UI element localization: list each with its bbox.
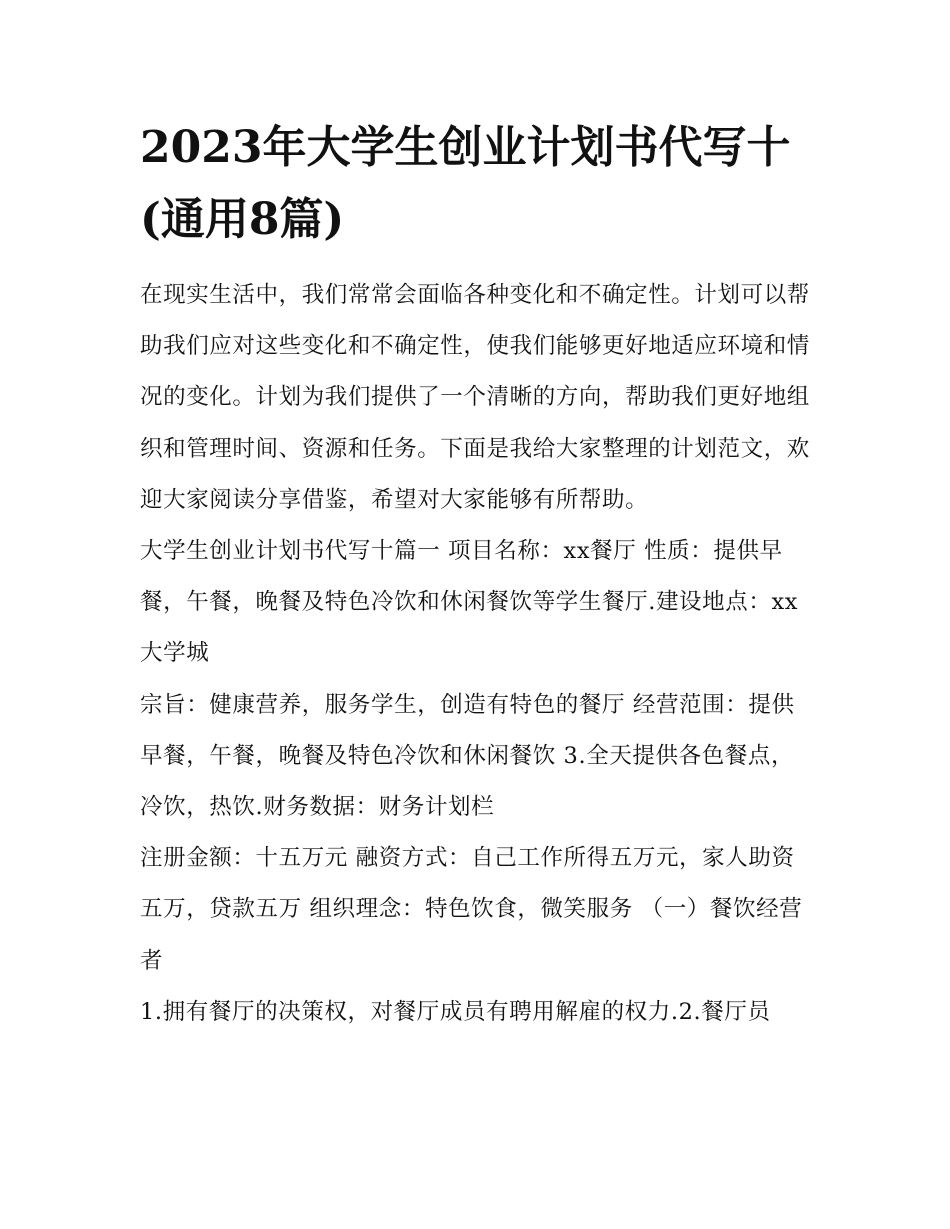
intro-paragraph: 在现实生活中，我们常常会面临各种变化和不确定性。计划可以帮助我们应对这些变化和不确定性，使我们能够更好地适应环境和情况的变化。计划为我们提供了一个清晰的方向，帮助我们更好地组织和管理时间、资源和任务。下面是我给大家整理的计划范文，欢迎大家阅读分享借鉴，希望对大家能够有所帮助。 [140,282,810,513]
project-info-paragraph: 大学生创业计划书代写十篇一 项目名称：xx餐厅 性质：提供早餐，午餐，晚餐及特色冷饮和休闲餐饮等学生餐厅.建设地点：xx大学城 [140,538,799,667]
document-page [140,112,812,1038]
financing-paragraph: 注册金额：十五万元 融资方式：自己工作所得五万元，家人助资五万，贷款五万 组织理念：特色饮食，微笑服务 （一）餐饮经营者 [140,845,803,974]
document-title: 2023年大学生创业计划书代写十(通用8篇) [140,122,791,245]
business-scope-paragraph: 宗旨：健康营养，服务学生，创造有特色的餐厅 经营范围：提供早餐，午餐，晚餐及特色冷饮和休闲餐饮 3.全天提供各色餐点，冷饮，热饮.财务数据：财务计划栏 [140,691,795,821]
operator-duties-paragraph: 1.拥有餐厅的决策权，对餐厅成员有聘用解雇的权力.2.餐厅员 [140,998,771,1025]
